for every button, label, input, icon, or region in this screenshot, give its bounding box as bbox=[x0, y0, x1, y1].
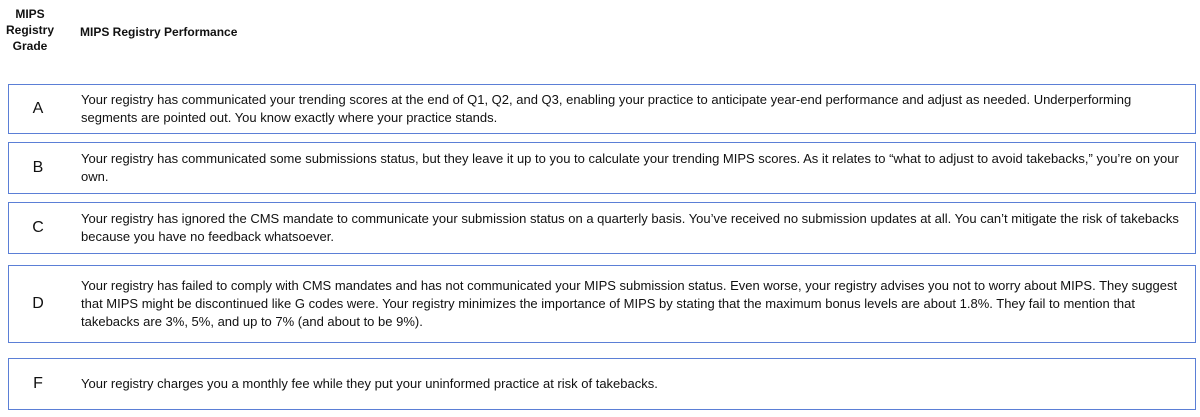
table-row-c bbox=[8, 202, 1196, 254]
performance-cell: Your registry has ignored the CMS mandate to communicate your submission status on a quarterly basis. You’ve received no submission updates at all. You can’t mitigate the risk of takebacks because you have no feedback whatsoever. bbox=[81, 211, 1179, 244]
table-row-d bbox=[8, 265, 1196, 343]
table-row-a bbox=[8, 84, 1196, 134]
performance-cell: Your registry has failed to comply with CMS mandates and has not communicated your MIPS submission status. Even worse, your registry advises you not to worry about MIPS. They suggest that MIPS might be discontinued like G codes were. Your registry minimizes the importance of MIPS by stating that the maximum bonus levels are about 1.8%. They fail to mention that takebacks are 3%, 5%, and up to 7% (and about to be 9%). bbox=[81, 278, 1178, 329]
grade-cell: D bbox=[32, 295, 44, 312]
grade-cell: A bbox=[32, 100, 44, 117]
performance-column-header: MIPS Registry Performance bbox=[80, 25, 238, 39]
table-row-f bbox=[8, 358, 1196, 410]
table-row-b bbox=[8, 142, 1196, 194]
grade-cell: C bbox=[32, 219, 44, 236]
performance-cell: Your registry charges you a monthly fee while they put your uninformed practice at risk of takebacks. bbox=[81, 376, 658, 391]
grade-table bbox=[8, 0, 1198, 417]
grade-column-header: MIPS Registry Grade bbox=[5, 7, 55, 53]
grade-cell: B bbox=[32, 159, 44, 176]
performance-cell: Your registry has communicated your trending scores at the end of Q1, Q2, and Q3, enabling your practice to anticipate year-end performance and adjust as needed. Underperforming segments are pointed out. You know exactly where your practice stands. bbox=[81, 92, 1132, 125]
grade-cell: F bbox=[33, 375, 43, 392]
performance-cell: Your registry has communicated some submissions status, but they leave it up to you to calculate your trending MIPS scores. As it relates to “what to adjust to avoid takebacks,” you’re on your own. bbox=[81, 151, 1179, 184]
